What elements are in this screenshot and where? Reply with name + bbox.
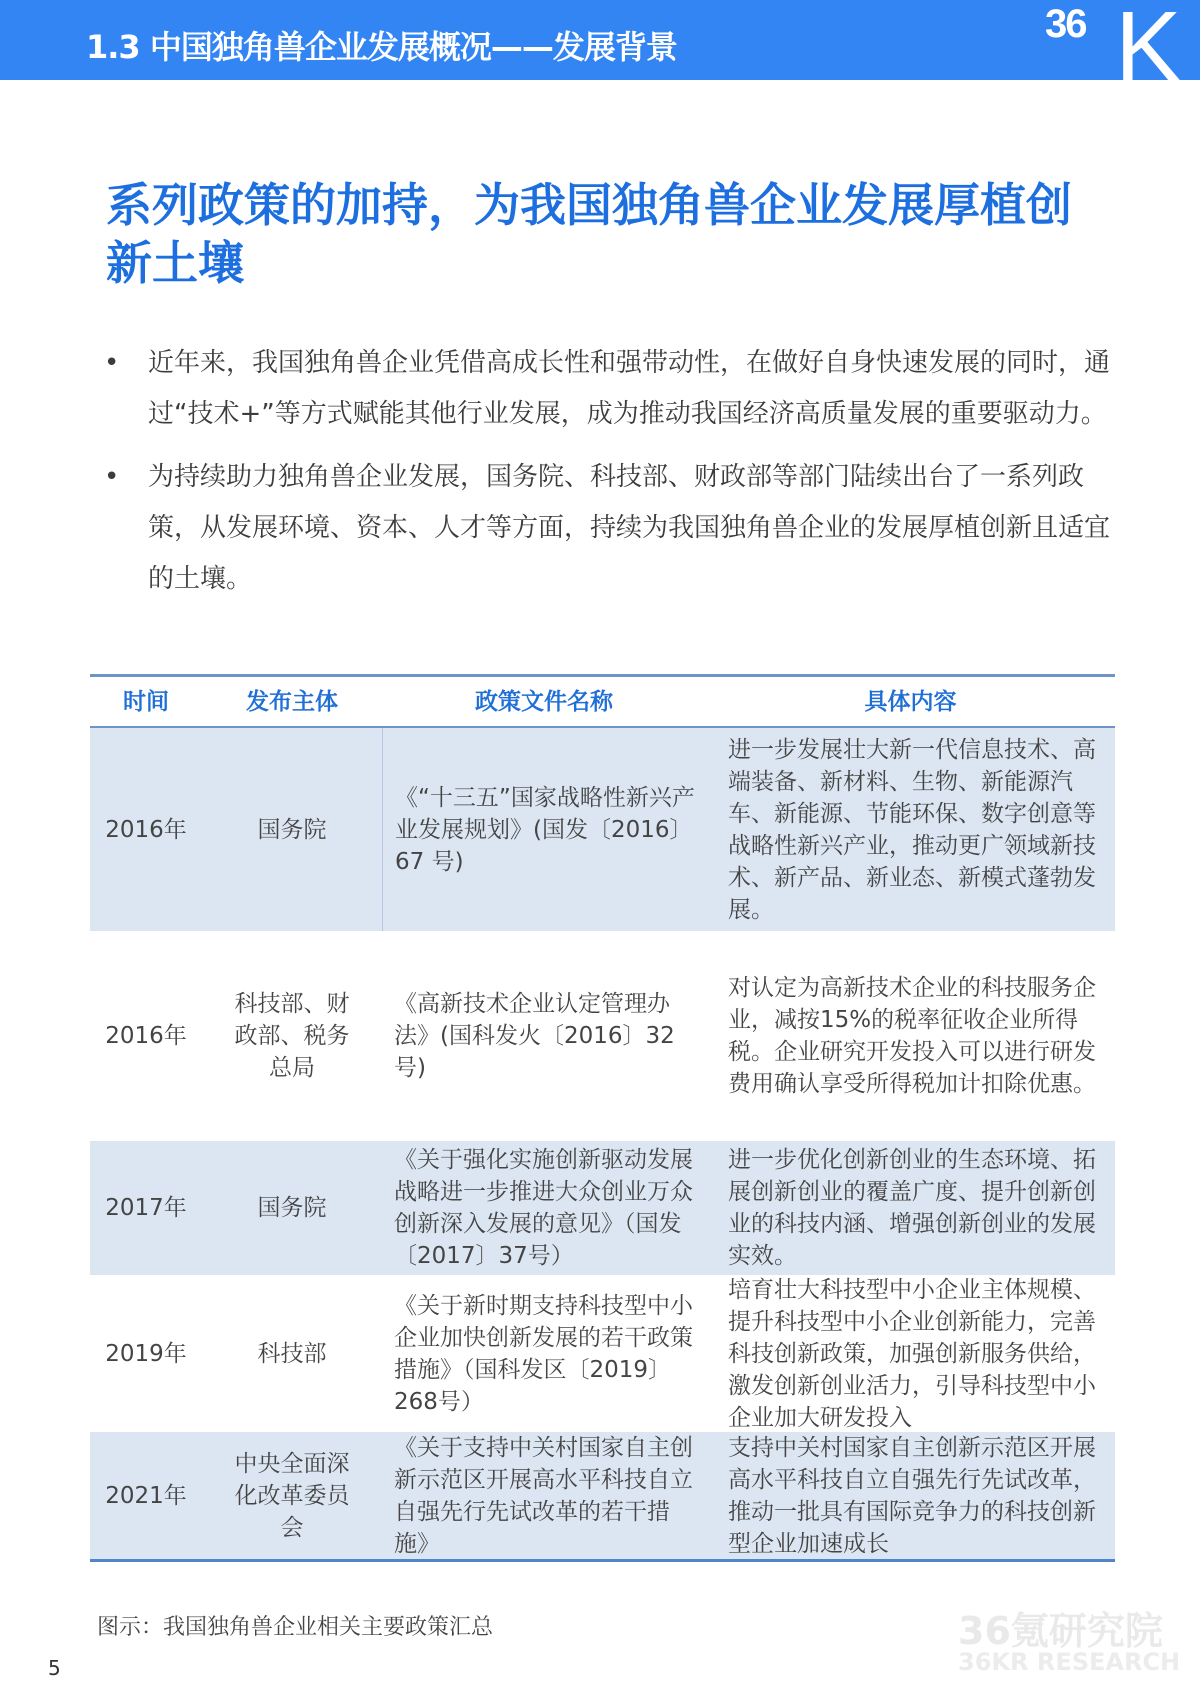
cell-issuer: 科技部、财政部、税务总局: [234, 991, 350, 1081]
doc-text: 《高新技术企业认定管理办法》(国科发火〔2016〕32号): [394, 991, 675, 1081]
table-row: [90, 728, 1115, 931]
header-bar: 1.3 中国独角兽企业发展概况——发展背景 36 K: [0, 0, 1200, 80]
table-header: [90, 677, 1115, 728]
cell-time: 2019年: [105, 1340, 187, 1367]
cell-time: 2017年: [105, 1195, 187, 1221]
bullet-item: [100, 338, 1110, 440]
watermark-en: 36KR RESEARCH: [958, 1648, 1181, 1676]
doc-text: 《关于支持中关村国家自主创新示范区开展高水平科技自立自强先行先试改革的若干措施》: [394, 1434, 693, 1557]
table-row: [90, 1141, 1115, 1275]
cell-content: 培育壮大科技型中小企业主体规模、提升科技型中小企业创新能力，完善科技创新政策，加强创新服务供给，激发创新创业活力，引导科技型中小企业加大研发投入: [728, 1276, 1096, 1431]
cell-content: 对认定为高新技术企业的科技服务企业，减按15%的税率征收企业所得税。企业研究开发投入可以进行研发费用确认享受所得税加计扣除优惠。: [728, 975, 1096, 1097]
policy-table: [90, 674, 1115, 1562]
header-content: 具体内容: [864, 688, 957, 715]
doc-text: 《“十三五”国家战略性新兴产业发展规划》(国发〔2016〕67 号): [395, 784, 695, 875]
doc-text: 《关于强化实施创新驱动发展战略进一步推进大众创业万众创新深入发展的意见》（国发〔2017〕37号）: [394, 1147, 693, 1269]
bullet-item: [100, 452, 1110, 605]
cell-issuer: 国务院: [257, 816, 327, 843]
doc-text: 《关于新时期支持科技型中小企业加快创新发展的若干政策措施》（国科发区〔2019〕268号）: [394, 1292, 693, 1415]
bullet-list: [100, 338, 1110, 617]
table-row: [90, 931, 1115, 1141]
cell-issuer: 中央全面深化改革委员会: [234, 1450, 350, 1541]
cell-doc: [382, 1141, 706, 1275]
bullet-text: 为持续助力独角兽企业发展，国务院、科技部、财政部等部门陆续出台了一系列政策，从发展环境、资本、人才等方面，持续为我国独角兽企业的发展厚植创新且适宜的土壤。: [148, 462, 1111, 594]
cell-time: 2016年: [105, 1023, 187, 1049]
header-issuer: 发布主体: [246, 688, 338, 715]
header-doc: 政策文件名称: [475, 688, 613, 715]
bullet-text: 近年来，我国独角兽企业凭借高成长性和强带动性，在做好自身快速发展的同时，通过“技术+”等方式赋能其他行业发展，成为推动我国经济高质量发展的重要驱动力。: [148, 348, 1111, 429]
cell-content: 进一步发展壮大新一代信息技术、高端装备、新材料、生物、新能源汽车、新能源、节能环保、数字创意等战略性新兴产业，推动更广领域新技术、新产品、新业态、新模式蓬勃发展。: [728, 736, 1096, 923]
table-row: [90, 1275, 1115, 1432]
watermark-cn: 36氪研究院: [958, 1609, 1163, 1653]
table-row: [90, 1432, 1115, 1559]
cell-issuer: 科技部: [257, 1340, 327, 1367]
page-number: 5: [48, 1656, 61, 1680]
header-time: 时间: [123, 688, 169, 715]
cell-issuer: 国务院: [257, 1195, 327, 1221]
section-title: 1.3 中国独角兽企业发展概况——发展背景: [86, 28, 677, 66]
cell-doc: [382, 1275, 706, 1432]
table-caption: 图示：我国独角兽企业相关主要政策汇总: [97, 1615, 494, 1640]
cell-content: 进一步优化创新创业的生态环境、拓展创新创业的覆盖广度、提升创新创业的科技内涵、增强创新创业的发展实效。: [728, 1147, 1096, 1269]
cell-time: 2016年: [105, 816, 187, 843]
cell-doc: [382, 728, 706, 931]
cell-doc: [382, 931, 706, 1141]
cell-content: 支持中关村国家自主创新示范区开展高水平科技自立自强先行先试改革，推动一批具有国际竞争力的科技创新型企业加速成长: [728, 1434, 1096, 1557]
cell-doc: [382, 1432, 706, 1559]
bullet-dot-icon: •: [104, 348, 120, 378]
page-headline: 系列政策的加持，为我国独角兽企业发展厚植创新土壤: [106, 178, 1072, 290]
bullet-dot-icon: •: [104, 462, 120, 492]
cell-time: 2021年: [105, 1482, 187, 1509]
